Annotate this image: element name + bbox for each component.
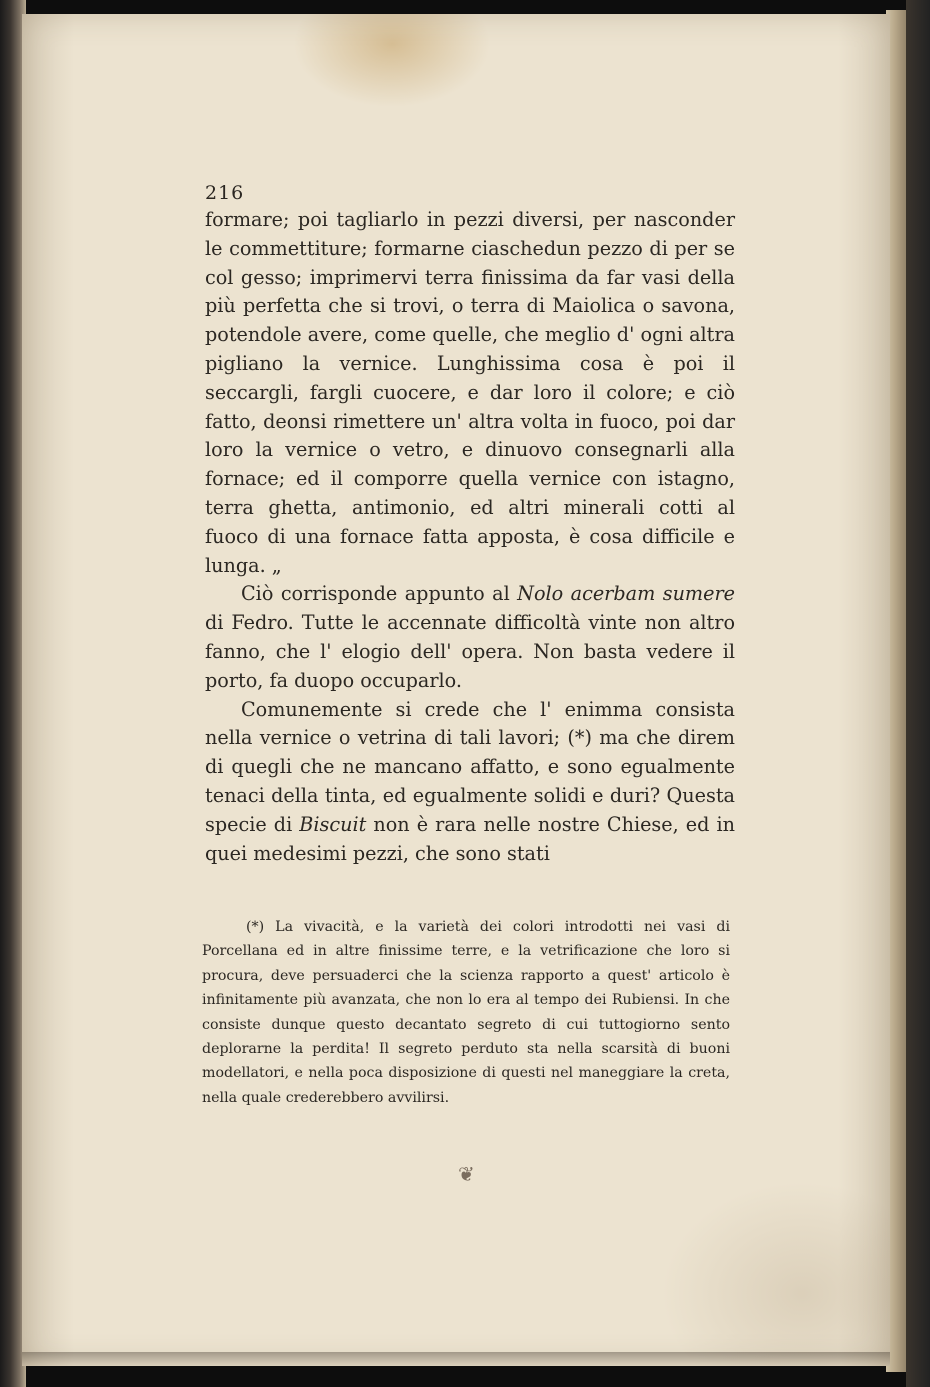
paragraph-3-text-a: Comunemente si crede che l' enimma consista nella vernice o vetrina di tali lavori; (*) ma che direm di quegli che ne mancano affatto, e sono egualmente tenaci della tinta, ed egualmente solidi e duri? Questa specie di bbox=[205, 697, 735, 836]
main-text-block bbox=[205, 182, 735, 868]
paragraph-2 bbox=[205, 580, 735, 695]
ornament-icon: ❦ bbox=[458, 1162, 475, 1186]
page-number: 216 bbox=[205, 182, 245, 204]
paragraph-2-text-b: di Fedro. Tutte le accennate difficoltà vinte non altro fanno, che l' elogio dell' opera. Non basta vedere il porto, fa duopo occuparlo. bbox=[205, 611, 735, 692]
footnote bbox=[202, 915, 730, 1110]
paragraph-3-text-b: non è rara nelle nostre Chiese, ed in quei medesimi pezzi, che sono stati bbox=[205, 812, 736, 865]
paragraph-1: formare; poi tagliarlo in pezzi diversi, per nasconder le commettiture; formarne ciaschedun pezzo di per se col gesso; imprimervi terra finissima da far vasi della più perfetta che si trovi, o terra di Maiolica o savona, potendole avere, come quelle, che meglio d' ogni altra pigliano la vernice. Lunghissima cosa è poi il seccargli, fargli cuocere, e dar loro il colore; e ciò fatto, deonsi rimettere un' altra volta in fuoco, poi dar loro la vernice o vetro, e dinuovo consegnarli alla fornace; ed il comporre quella vernice con istagno, terra ghetta, antimonio, ed altri minerali cotti al fuoco di una fornace fatta apposta, è cosa difficile e lunga. „ bbox=[205, 208, 735, 577]
paragraph-2-text-a: Ciò corrisponde appunto al bbox=[241, 582, 518, 606]
paragraph-3-italic: Biscuit bbox=[299, 812, 367, 836]
page-bottom-shadow bbox=[22, 1352, 890, 1366]
scan-background-right bbox=[906, 0, 930, 1387]
paragraph-3 bbox=[205, 696, 735, 869]
body-text bbox=[205, 206, 735, 868]
paragraph-2-italic: Nolo acerbam sumere bbox=[517, 582, 736, 606]
footnote-text: (*) La vivacità, e la varietà dei colori introdotti nei vasi di Porcellana ed in altre finissime terre, e la vetrificazione che loro si procura, deve persuaderci che la scienza rapporto a quest' articolo è infinitamente più avanzata, che non lo era al tempo dei Rubiensi. In che consiste dunque questo decantato segreto di cui tuttogiorno sento deplorarne la perdita! Il segreto perduto sta nella scarsità di buoni modellatori, e nella poca disposizione di questi nel maneggiare la creta, nella quale crederebbero avvilirsi. bbox=[202, 919, 730, 1106]
